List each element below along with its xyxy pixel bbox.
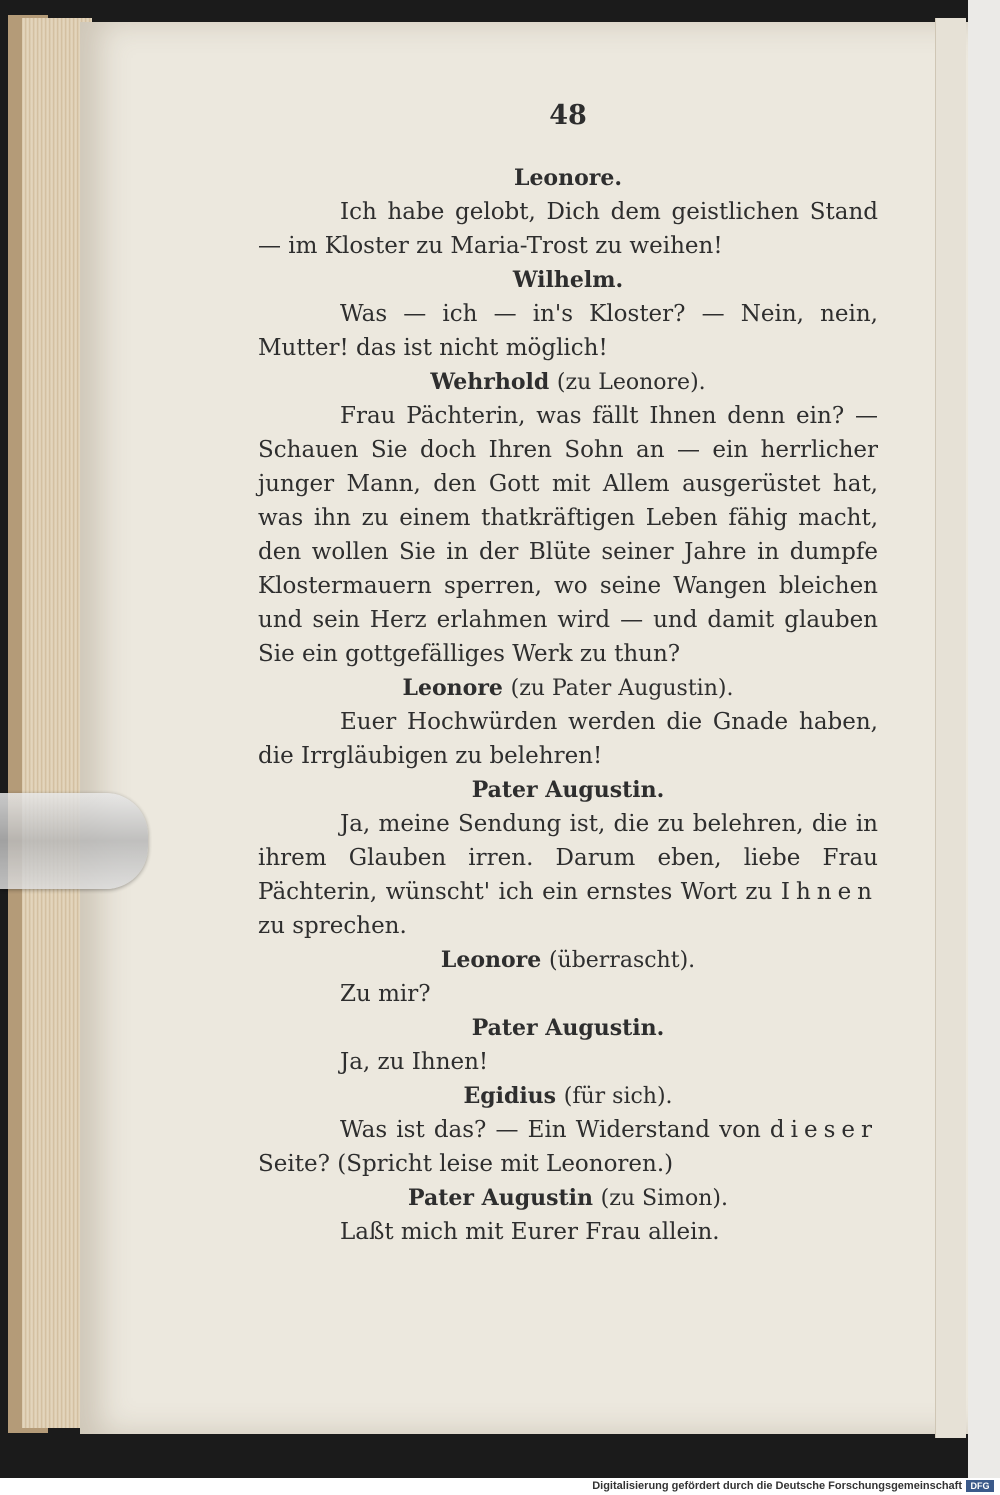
next-page-edge [935, 18, 966, 1438]
speaker-heading [258, 773, 878, 807]
page-number: 48 [549, 100, 587, 131]
speaker-heading [258, 1181, 878, 1215]
stage-direction: (zu Pater Augustin). [510, 676, 734, 701]
speech-line: Was ist das? — Ein Widerstand von [340, 1117, 761, 1143]
speech-line: Laßt mich mit Eurer Frau allein. [340, 1219, 720, 1245]
page-text [258, 100, 878, 1249]
speaker-name: Leonore [402, 675, 503, 701]
speaker-name: Leonore. [513, 165, 623, 191]
speech-line: Ich habe gelobt, Dich dem geistlichen Stand — im Kloster zu Maria-Trost zu weihen! [258, 199, 878, 259]
speaker-heading [258, 1011, 878, 1045]
speaker-name: Pater Augustin [408, 1185, 593, 1211]
speaker-heading [258, 161, 878, 195]
speech-tail: zu sprechen. [258, 913, 407, 939]
speech-text [258, 297, 878, 365]
speaker-name: Pater Augustin. [471, 1015, 665, 1041]
dfg-logo-icon: DFG [966, 1480, 994, 1492]
speech-text [258, 399, 878, 671]
speaker-heading [258, 671, 878, 705]
speech-text [258, 807, 878, 943]
speech-text [258, 1045, 878, 1079]
speech-line: Ja, meine Sendung ist, die zu belehren, die in ihrem Glauben irren. Darum eben, liebe Frau Pächterin, wünscht' ich ein ernstes Wort zu [258, 811, 878, 905]
page-clip [0, 793, 148, 889]
stage-direction: (für sich). [563, 1084, 673, 1109]
speech-text [258, 1113, 878, 1181]
speech-line: Zu mir? [340, 981, 431, 1007]
speaker-heading [258, 263, 878, 297]
speaker-name: Pater Augustin. [471, 777, 665, 803]
emphasized-word: dieser [769, 1117, 879, 1143]
speaker-heading [258, 1079, 878, 1113]
scan-right-margin [968, 0, 1000, 1478]
speech-text [258, 705, 878, 773]
stage-direction: (überrascht). [548, 948, 696, 973]
emphasized-word: Ihnen [780, 879, 878, 905]
speaker-name: Wilhelm. [512, 267, 624, 293]
speech-text [258, 977, 878, 1011]
footer [0, 1478, 1000, 1495]
speech-text [258, 1215, 878, 1249]
speaker-name: Egidius [463, 1083, 557, 1109]
speech-line: Frau Pächterin, was fällt Ihnen denn ein? — Schauen Sie doch Ihren Sohn an — ein herrlicher junger Mann, den Gott mit Allem ausgerüstet hat, was ihn zu einem thatkräftigen Leben fähig macht, den wollen Sie in der Blüte seiner Jahre in dumpfe Klostermauern sperren, wo seine Wangen bleichen und sein Herz erlahmen wird — und damit glauben Sie ein gottgefälliges Werk zu thun? [258, 403, 878, 667]
stage-direction: (zu Leonore). [556, 370, 706, 395]
dialogue-blocks [258, 161, 878, 1249]
stage-direction: (zu Simon). [600, 1186, 728, 1211]
speech-line: Ja, zu Ihnen! [340, 1049, 489, 1075]
speaker-name: Wehrhold [430, 369, 550, 395]
speech-tail: Seite? (Spricht leise mit Leonoren.) [258, 1151, 674, 1177]
speech-line: Euer Hochwürden werden die Gnade haben, die Irrgläubigen zu belehren! [258, 709, 878, 769]
footer-credit: Digitalisierung gefördert durch die Deutsche Forschungsgemeinschaft [592, 1480, 962, 1492]
speaker-name: Leonore [440, 947, 542, 973]
speaker-heading [258, 943, 878, 977]
speaker-heading [258, 365, 878, 399]
speech-line: Was — ich — in's Kloster? — Nein, nein, Mutter! das ist nicht möglich! [258, 301, 878, 361]
speech-text [258, 195, 878, 263]
